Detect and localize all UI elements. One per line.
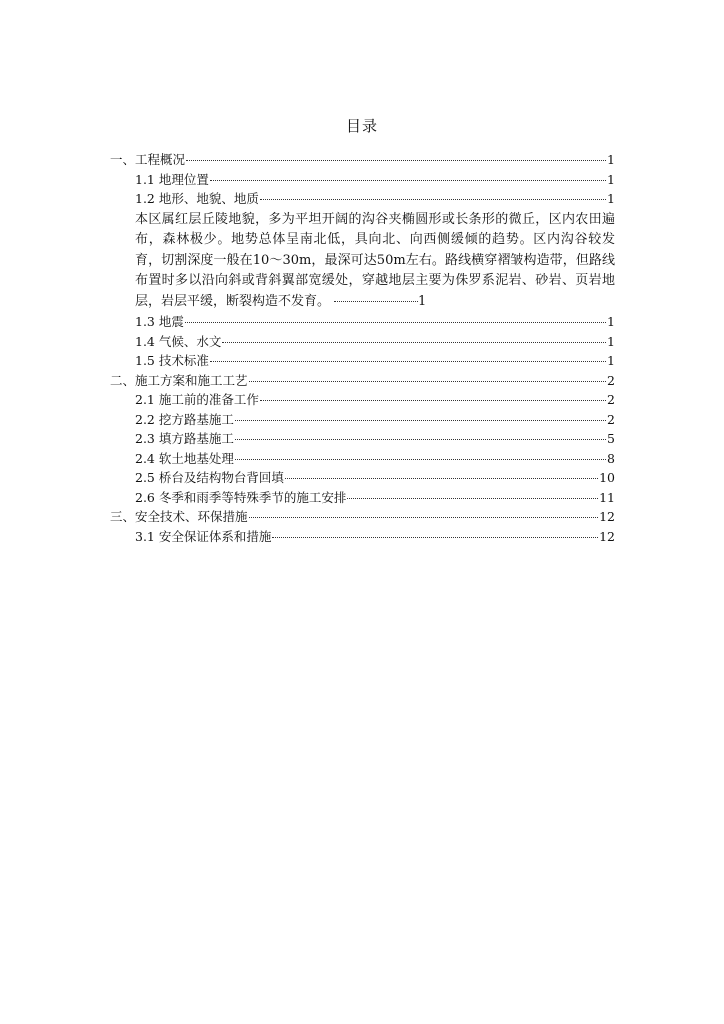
toc-entry-label: 1.5 技术标准 bbox=[135, 353, 209, 368]
toc-entry-label: 2.5 桥台及结构物台背回填 bbox=[135, 470, 284, 485]
toc-entry bbox=[110, 507, 615, 527]
toc-entry-label: 2.2 挖方路基施工 bbox=[135, 411, 234, 427]
toc-entry-label: 2.3 填方路基施工 bbox=[135, 431, 234, 446]
toc-entry-page: 2 bbox=[607, 392, 615, 407]
dot-leader bbox=[210, 180, 606, 181]
dot-leader bbox=[210, 361, 606, 362]
toc-entry bbox=[110, 150, 615, 170]
toc-entry bbox=[110, 429, 615, 449]
paragraph-page: 1 bbox=[418, 293, 427, 309]
dot-leader bbox=[185, 322, 606, 323]
table-of-contents bbox=[110, 150, 615, 546]
dot-leader bbox=[235, 459, 606, 460]
toc-entry-page: 1 bbox=[607, 333, 615, 349]
toc-entry-label: 1.2 地形、地貌、地质 bbox=[135, 191, 259, 206]
dot-leader bbox=[222, 342, 606, 343]
toc-entry-page: 5 bbox=[607, 431, 615, 446]
toc-entry-label: 1.3 地震 bbox=[135, 314, 184, 329]
paragraph-text: 本区属红层丘陵地貌，多为平坦开阔的沟谷夹椭圆形或长条形的微丘，区内农田遍布，森林极少。地势总体呈南北低，具向北、向西侧缓倾的趋势。区内沟谷较发育，切割深度一般在10～30m，最深可达50m左右。路线横穿褶皱构造带，但路线布置时多以沿向斜或背斜翼部宽缓处，穿越地层主要为侏罗系泥岩、砂岩、页岩地层，岩层平缓，断裂构造不发育。 bbox=[135, 211, 615, 309]
toc-entry-label: 二、施工方案和施工工艺 bbox=[110, 372, 248, 388]
toc-entry bbox=[110, 449, 615, 469]
dot-leader bbox=[260, 199, 606, 200]
toc-entry bbox=[110, 170, 615, 190]
toc-entry-page: 2 bbox=[607, 411, 615, 427]
toc-entry-page: 10 bbox=[599, 470, 615, 485]
toc-paragraph-entry bbox=[110, 210, 615, 313]
dot-leader bbox=[285, 478, 598, 479]
toc-entry-label: 3.1 安全保证体系和措施 bbox=[135, 528, 272, 544]
toc-entry bbox=[110, 527, 615, 547]
toc-entry bbox=[110, 390, 615, 410]
toc-entry bbox=[110, 351, 615, 371]
dot-leader bbox=[186, 160, 606, 161]
toc-entry-page: 8 bbox=[607, 450, 615, 466]
toc-entry bbox=[110, 468, 615, 488]
dot-leader bbox=[260, 400, 606, 401]
dot-leader bbox=[334, 301, 418, 302]
toc-title: 目录 bbox=[345, 117, 378, 135]
toc-entry bbox=[110, 488, 615, 508]
dot-leader bbox=[235, 439, 606, 440]
toc-entry bbox=[110, 332, 615, 352]
dot-leader bbox=[249, 517, 599, 518]
toc-entry bbox=[110, 189, 615, 209]
dot-leader bbox=[272, 537, 598, 538]
toc-entry-page: 12 bbox=[599, 509, 615, 524]
toc-entry-label: 三、安全技术、环保措施 bbox=[110, 509, 248, 524]
toc-entry-label: 2.1 施工前的准备工作 bbox=[135, 392, 259, 407]
dot-leader bbox=[347, 498, 598, 499]
toc-entry-page: 12 bbox=[599, 528, 615, 544]
toc-entry-page: 1 bbox=[607, 152, 615, 167]
toc-entry-label: 2.6 冬季和雨季等特殊季节的施工安排 bbox=[135, 489, 347, 505]
toc-entry-page: 1 bbox=[607, 314, 615, 329]
toc-entry bbox=[110, 410, 615, 430]
toc-entry bbox=[110, 312, 615, 332]
dot-leader bbox=[235, 420, 606, 421]
toc-entry-page: 11 bbox=[599, 489, 615, 505]
toc-entry-label: 1.4 气候、水文 bbox=[135, 333, 222, 349]
toc-entry-page: 1 bbox=[607, 171, 615, 187]
toc-entry-label: 一、工程概况 bbox=[110, 152, 186, 167]
toc-entry bbox=[110, 371, 615, 391]
toc-entry-page: 1 bbox=[607, 353, 615, 368]
toc-entry-page: 1 bbox=[607, 191, 615, 206]
toc-entry-label: 1.1 地理位置 bbox=[135, 171, 209, 187]
toc-entry-label: 2.4 软土地基处理 bbox=[135, 450, 234, 466]
dot-leader bbox=[249, 381, 607, 382]
toc-entry-page: 2 bbox=[607, 372, 615, 388]
